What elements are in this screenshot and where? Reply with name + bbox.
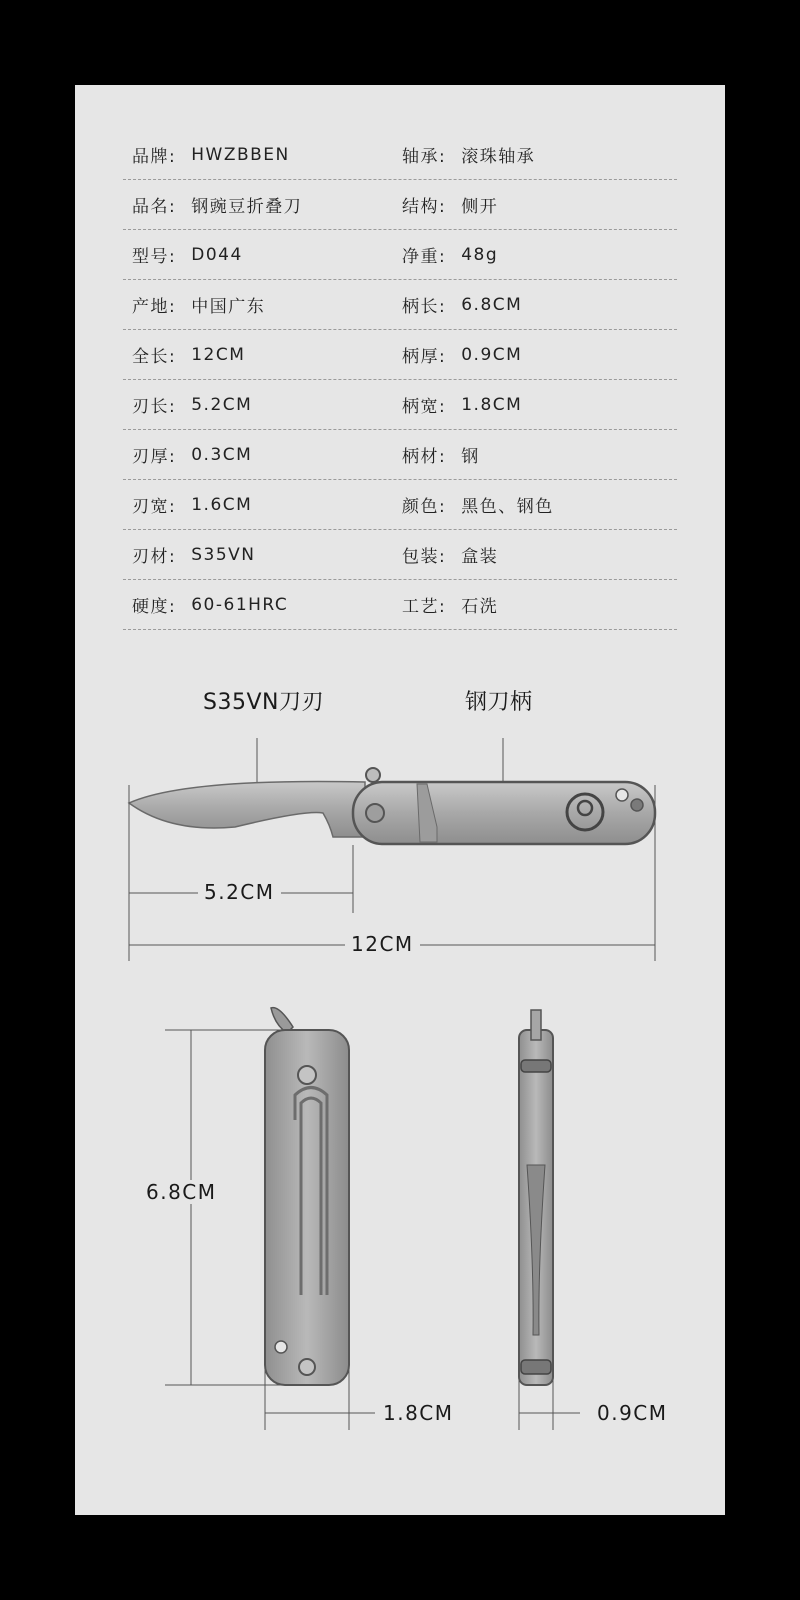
front-screw-top-icon xyxy=(298,1066,316,1084)
spec-value: 1.8CM xyxy=(461,394,523,415)
spec-value: D044 xyxy=(191,244,243,265)
handle-thickness-label: 0.9CM xyxy=(591,1401,674,1425)
spec-value: 48g xyxy=(461,244,499,265)
spec-value: 5.2CM xyxy=(191,394,253,415)
spec-label: 柄厚: xyxy=(402,347,447,367)
handle-shape xyxy=(353,782,655,844)
spec-label: 品名: xyxy=(132,197,177,217)
thumb-stud-icon xyxy=(366,768,380,782)
spec-label: 品牌: xyxy=(132,147,177,167)
handle-length-label: 6.8CM xyxy=(140,1180,223,1204)
spec-label: 柄材: xyxy=(402,447,447,467)
spec-value: S35VN xyxy=(191,544,256,565)
spec-label: 刃材: xyxy=(132,547,177,567)
spec-label: 刃宽: xyxy=(132,497,177,517)
spec-label: 颜色: xyxy=(402,497,447,517)
spec-value: 中国广东 xyxy=(191,297,266,317)
blade-shape xyxy=(129,781,365,837)
spec-value: 60-61HRC xyxy=(191,594,289,615)
edge-pivot xyxy=(521,1060,551,1072)
front-screw-bottom-icon xyxy=(299,1359,315,1375)
spec-value: 黑色、钢色 xyxy=(461,497,554,517)
spec-label: 刃长: xyxy=(132,397,177,417)
spec-value: 侧开 xyxy=(461,197,499,217)
spec-label: 结构: xyxy=(402,197,447,217)
spec-value: 0.9CM xyxy=(461,344,523,365)
blade-callout-label: S35VN刀刃 xyxy=(203,690,324,715)
edge-spacer xyxy=(521,1360,551,1374)
front-lanyard-hole-icon xyxy=(275,1341,287,1353)
spec-value: HWZBBEN xyxy=(191,144,290,165)
rear-screw-icon xyxy=(631,799,643,811)
knife-side-view xyxy=(129,768,655,844)
knife-edge-view xyxy=(519,1010,553,1385)
spec-value: 盒装 xyxy=(461,547,499,567)
spec-label: 全长: xyxy=(132,347,177,367)
spec-label: 硬度: xyxy=(132,597,177,617)
spec-label: 产地: xyxy=(132,297,177,317)
spec-panel xyxy=(75,85,725,1515)
blade-spine-edge xyxy=(531,1010,541,1040)
blade-length-label: 5.2CM xyxy=(198,880,281,904)
spec-value: 6.8CM xyxy=(461,294,523,315)
spec-label: 工艺: xyxy=(402,597,447,617)
spec-value: 1.6CM xyxy=(191,494,253,515)
spec-label: 包装: xyxy=(402,547,447,567)
spec-value: 石洗 xyxy=(461,597,499,617)
spec-value: 0.3CM xyxy=(191,444,253,465)
spec-value: 钢 xyxy=(461,447,480,467)
spec-label: 刃厚: xyxy=(132,447,177,467)
handle-callout-label: 钢刀柄 xyxy=(465,690,533,715)
spec-label: 轴承: xyxy=(402,147,447,167)
lanyard-hole-icon xyxy=(616,789,628,801)
spec-label: 净重: xyxy=(402,247,447,267)
knife-front-view xyxy=(265,1008,349,1385)
spec-value: 滚珠轴承 xyxy=(461,147,536,167)
total-length-label: 12CM xyxy=(345,932,420,956)
spec-value: 12CM xyxy=(191,344,246,365)
spec-label: 柄宽: xyxy=(402,397,447,417)
handle-width-label: 1.8CM xyxy=(377,1401,460,1425)
spec-label: 柄长: xyxy=(402,297,447,317)
spec-label: 型号: xyxy=(132,247,177,267)
knife-diagram xyxy=(75,85,725,1515)
spec-value: 钢豌豆折叠刀 xyxy=(191,197,303,217)
pivot-screw-icon xyxy=(366,804,384,822)
